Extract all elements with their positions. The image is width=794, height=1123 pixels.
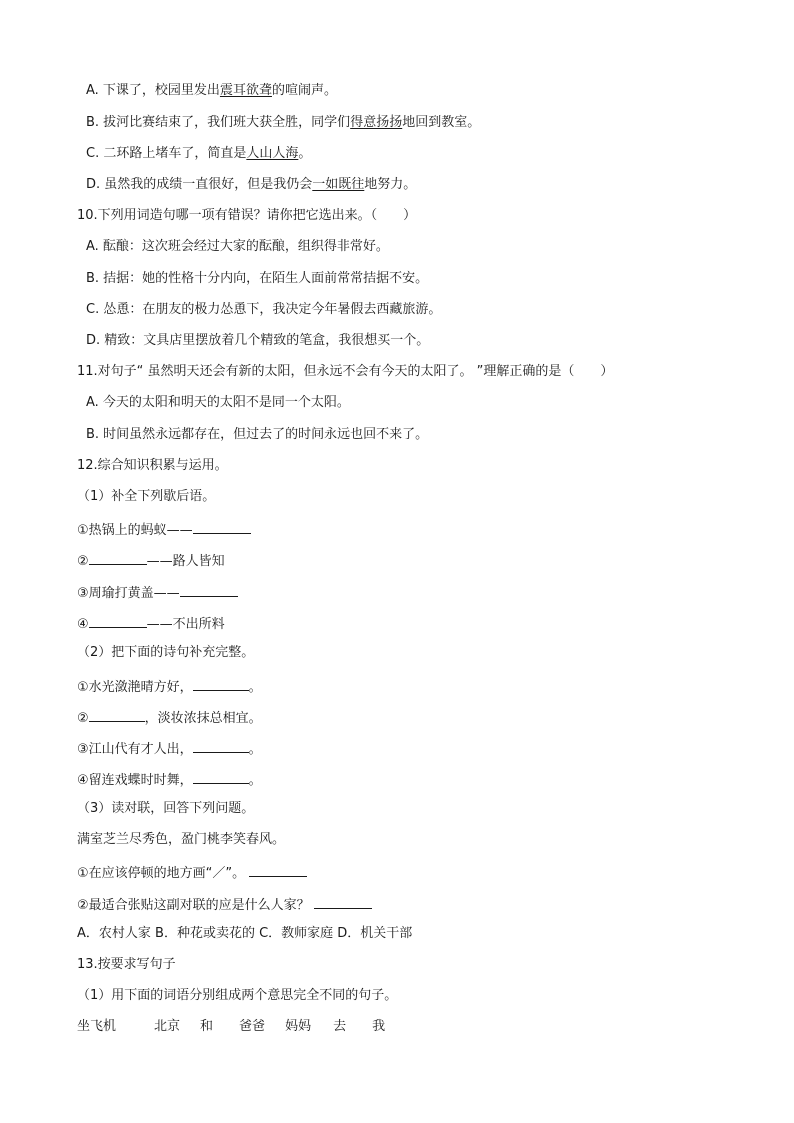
q9-option-a-text: A. 下课了，校园里发出 (86, 83, 220, 98)
q9-option-a-underlined: 震耳欲聋 (219, 83, 272, 98)
q12-part2-item1 (77, 676, 262, 697)
q9-option-a-tail: 的喧闹声。 (271, 83, 337, 98)
q12-part3-heading: （3）读对联，回答下列问题。 (77, 801, 255, 816)
q9-option-d-text: D. 虽然我的成绩一直很好，但是我仍会 (86, 177, 313, 192)
q13-word: 爸爸 (239, 1019, 266, 1034)
q12-part1-item3 (77, 582, 238, 603)
answer-blank[interactable] (89, 707, 145, 722)
q12-part2-heading: （2）把下面的诗句补充完整。 (77, 645, 255, 660)
q9-option-c (86, 145, 311, 163)
answer-blank[interactable] (193, 769, 249, 784)
q12-part2-item2-number: ② (77, 711, 89, 726)
q10-option-b: B. 拮据：她的性格十分内向，在陌生人面前常常拮据不安。 (86, 271, 429, 286)
q9-option-d-underlined: 一如既往 (312, 177, 365, 192)
q13-word: 去 (333, 1019, 347, 1034)
q9-option-d-tail: 地努力。 (364, 177, 417, 192)
q12-part2-item2 (77, 707, 262, 728)
q12-part2-item1-text: ①水光潋滟晴方好， (77, 680, 193, 695)
q13-word: 我 (372, 1019, 386, 1034)
q12-part2-item3-end: 。 (248, 742, 262, 757)
answer-blank[interactable] (314, 894, 372, 909)
q12-stem: 12.综合知识积累与运用。 (77, 458, 228, 473)
q9-option-c-underlined: 人山人海 (246, 146, 299, 161)
answer-blank[interactable] (193, 519, 251, 534)
q12-part2-item2-text: ，淡妆浓抹总相宜。 (144, 711, 262, 726)
q9-option-b (86, 114, 480, 132)
answer-blank[interactable] (89, 613, 147, 628)
q12-part3-options: A．农村人家 B．种花或卖花的 C．教师家庭 D．机关干部 (77, 926, 413, 941)
q12-part2-item4-text: ④留连戏蝶时时舞， (77, 773, 193, 788)
q12-part1-item1-text: ①热锅上的蚂蚁—— (77, 523, 193, 538)
q12-part3-item1 (77, 862, 307, 883)
q13-word: 妈妈 (285, 1019, 312, 1034)
q9-option-b-tail: 地回到教室。 (402, 115, 481, 130)
q12-part1-item1 (77, 519, 251, 540)
q12-part2-item4 (77, 769, 262, 790)
q13-stem: 13.按要求写句子 (77, 957, 176, 972)
q12-part1-item2 (77, 550, 225, 571)
q9-option-b-text: B. 拔河比赛结束了，我们班大获全胜，同学们 (86, 115, 351, 130)
q9-option-d (86, 176, 416, 194)
q9-option-c-tail: 。 (298, 146, 312, 161)
q11-option-b: B. 时间虽然永远都存在，但过去了的时间永远也回不来了。 (86, 427, 429, 442)
q12-part2-item3-text: ③江山代有才人出， (77, 742, 193, 757)
q12-part1-item3-text: ③周瑜打黄盖—— (77, 586, 180, 601)
q9-option-a (86, 82, 337, 100)
q12-part2-item4-end: 。 (248, 773, 262, 788)
q10-option-a: A. 酝酿：这次班会经过大家的酝酿，组织得非常好。 (86, 239, 389, 254)
answer-blank[interactable] (249, 862, 307, 877)
q12-part2-item3 (77, 738, 262, 759)
q13-part1-heading: （1）用下面的词语分别组成两个意思完全不同的句子。 (77, 988, 398, 1003)
q10-option-d: D. 精致：文具店里摆放着几个精致的笔盒，我很想买一个。 (86, 333, 430, 348)
q12-part1-heading: （1）补全下列歇后语。 (77, 489, 216, 504)
q12-part1-item4 (77, 613, 225, 634)
q13-word: 北京 (154, 1019, 181, 1034)
q9-option-c-text: C. 二环路上堵车了，简直是 (86, 146, 247, 161)
q13-word: 坐飞机 (77, 1019, 117, 1034)
answer-blank[interactable] (193, 738, 249, 753)
answer-blank[interactable] (180, 582, 238, 597)
q12-part3-item2 (77, 894, 372, 915)
q12-couplet: 满室芝兰尽秀色，盈门桃李笑春风。 (77, 832, 286, 847)
q12-part2-item1-end: 。 (248, 680, 262, 695)
q12-part3-item1-text: ①在应该停顿的地方画“／”。 (77, 866, 246, 881)
q13-word: 和 (200, 1019, 214, 1034)
q12-part1-item4-text: ——不出所料 (146, 617, 225, 632)
q11-option-a: A. 今天的太阳和明天的太阳不是同一个太阳。 (86, 395, 350, 410)
q12-part1-item4-number: ④ (77, 617, 89, 632)
q12-part3-item2-text: ②最适合张贴这副对联的应是什么人家？ (77, 898, 310, 913)
q10-stem: 10.下列用词造句哪一项有错误？请你把它选出来。（ ） (77, 208, 417, 223)
q12-part1-item2-text: ——路人皆知 (146, 554, 225, 569)
answer-blank[interactable] (193, 676, 249, 691)
answer-blank[interactable] (89, 550, 147, 565)
q13-word-list (77, 1018, 411, 1036)
q10-option-c: C. 怂恿：在朋友的极力怂恿下，我决定今年暑假去西藏旅游。 (86, 302, 442, 317)
q11-stem: 11.对句子“ 虽然明天还会有新的太阳，但永远不会有今天的太阳了。 ”理解正确的是（ ） (77, 364, 614, 379)
q9-option-b-underlined: 得意扬扬 (350, 115, 403, 130)
q12-part1-item2-number: ② (77, 554, 89, 569)
